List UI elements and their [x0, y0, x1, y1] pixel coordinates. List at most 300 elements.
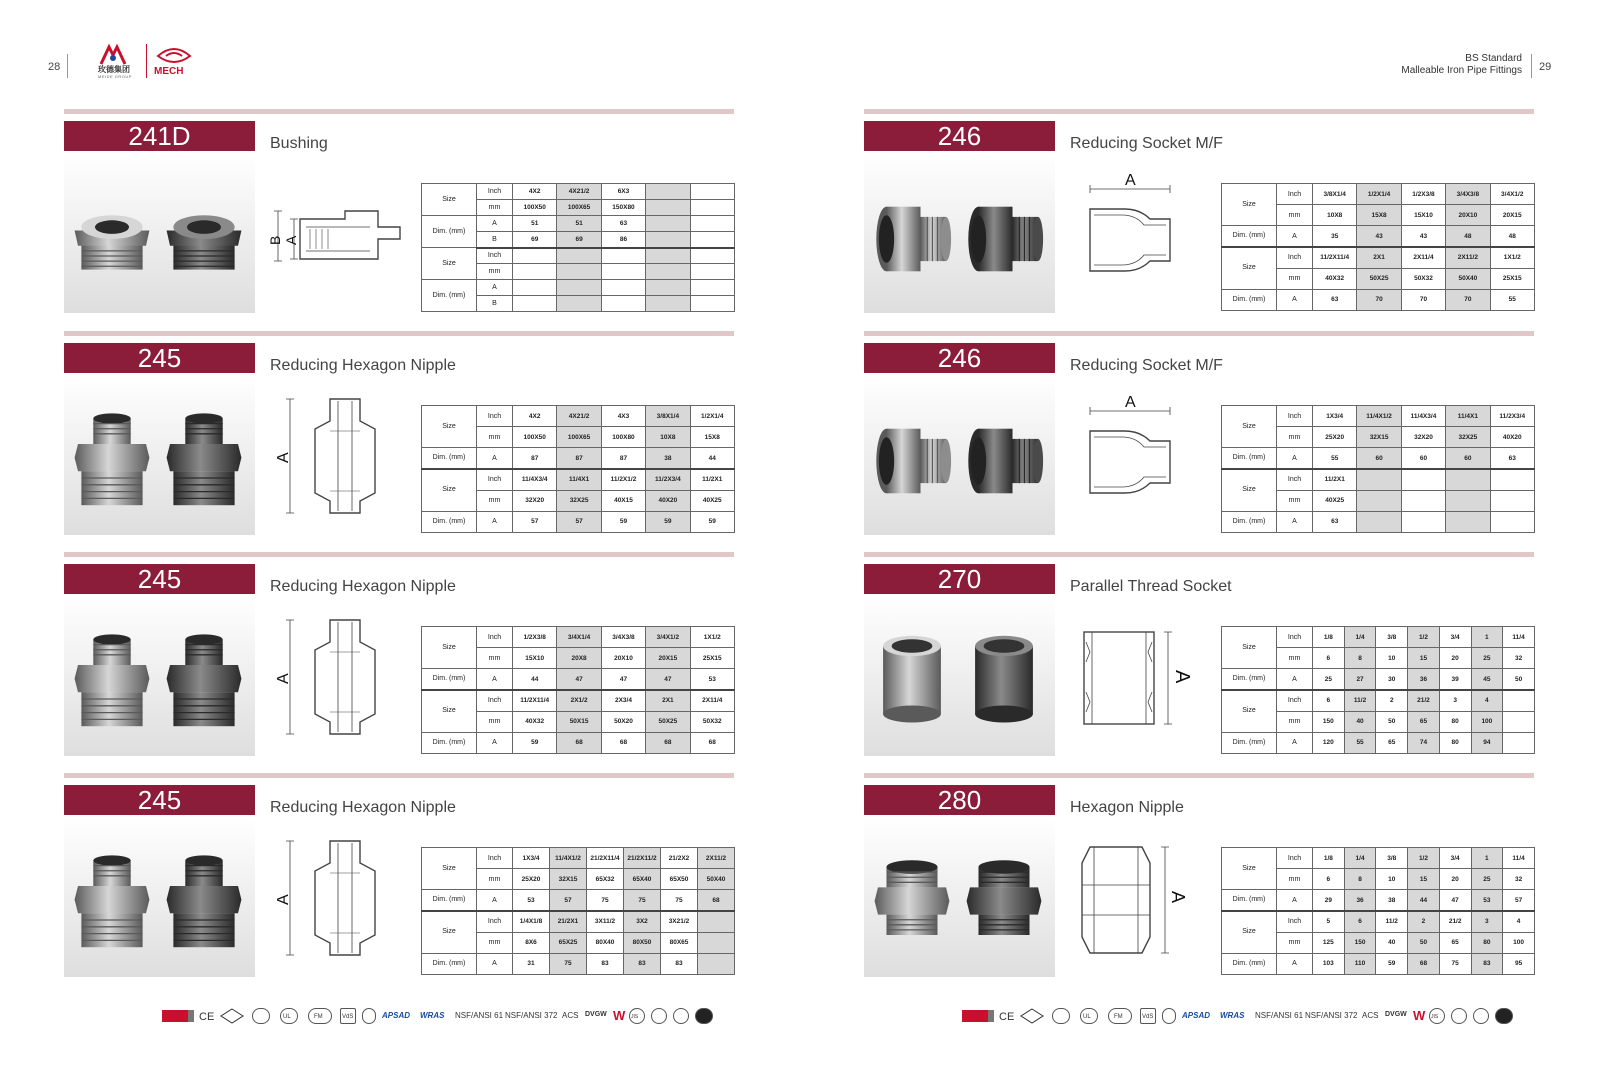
dim-label: Dim. (mm) — [1222, 890, 1277, 911]
table-cell: 11/4X3/4 — [1401, 406, 1445, 427]
size-label: Size — [422, 469, 477, 511]
table-cell: 83 — [624, 953, 661, 974]
product-photo — [864, 596, 1055, 756]
dim-name: A — [1277, 732, 1313, 753]
table-row — [1222, 511, 1535, 532]
table-cell — [1490, 469, 1534, 490]
table-row — [1222, 247, 1535, 268]
table-cell: 11/2X1/2 — [601, 469, 645, 490]
diamond-cert-icon — [220, 1008, 244, 1024]
table-cell: 68 — [1408, 953, 1440, 974]
jis-mark: JIS — [631, 1014, 639, 1020]
size-label: Size — [1222, 911, 1277, 953]
product-title: Parallel Thread Socket — [1070, 578, 1232, 595]
table-cell: 51 — [513, 216, 557, 232]
table-cell: 75 — [587, 890, 624, 911]
table-row — [422, 448, 735, 469]
table-cell — [646, 200, 690, 216]
product-section — [64, 773, 734, 993]
table-cell: 65 — [1376, 732, 1408, 753]
dim-name: A — [477, 890, 513, 911]
spec-table — [1221, 183, 1535, 311]
dim-name: A — [1277, 511, 1313, 532]
unit-label: mm — [477, 932, 513, 953]
table-cell: 11/4X1/2 — [550, 848, 587, 869]
section-divider — [864, 773, 1534, 778]
table-cell — [601, 280, 645, 296]
product-photo — [864, 153, 1055, 313]
dim-label: Dim. (mm) — [1222, 289, 1277, 310]
table-cell: 3/4 — [1439, 848, 1471, 869]
table-cell — [1357, 490, 1401, 511]
table-cell: 100X65 — [557, 200, 601, 216]
unit-label: mm — [1277, 932, 1313, 953]
dim-label-a: A — [283, 235, 299, 245]
table-cell: 150 — [1313, 711, 1345, 732]
catalog-series: BS Standard — [1465, 53, 1522, 64]
diamond-cert-icon — [1020, 1008, 1044, 1024]
table-cell — [690, 248, 734, 264]
table-row — [422, 280, 735, 296]
dim-label-a: A — [275, 452, 292, 463]
table-cell — [1503, 711, 1535, 732]
table-cell: 3X2 — [624, 911, 661, 932]
table-cell: 65X50 — [661, 869, 698, 890]
table-cell: 21/2X1 — [550, 911, 587, 932]
dim-label-b: B — [267, 235, 283, 245]
unit-label: Inch — [477, 469, 513, 490]
spec-table — [421, 847, 735, 975]
table-cell: 50X40 — [698, 869, 735, 890]
unit-label: mm — [1277, 490, 1313, 511]
table-cell: 75 — [661, 890, 698, 911]
spec-table — [421, 183, 735, 312]
table-cell: 50X25 — [1357, 268, 1401, 289]
table-cell: 1/8 — [1313, 627, 1345, 648]
table-cell: 48 — [1490, 226, 1534, 247]
unit-label: mm — [477, 427, 513, 448]
table-cell — [513, 280, 557, 296]
size-label: Size — [422, 690, 477, 732]
table-cell — [513, 296, 557, 312]
catalog-category: Malleable Iron Pipe Fittings — [1401, 65, 1522, 76]
table-cell: 3/8 — [1376, 627, 1408, 648]
dvgw-mark: DVGW — [1385, 1011, 1407, 1018]
size-label: Size — [1222, 848, 1277, 890]
table-cell: 47 — [601, 669, 645, 690]
product-photo — [864, 375, 1055, 535]
table-cell: 100X80 — [601, 427, 645, 448]
table-cell: 25X15 — [690, 648, 734, 669]
table-row — [422, 406, 735, 427]
right-page-number: 29 — [1539, 61, 1552, 73]
table-cell: 2X11/4 — [1401, 247, 1445, 268]
table-cell: 11/2X3/4 — [646, 469, 690, 490]
table-cell: 20 — [1439, 648, 1471, 669]
table-cell: 21/2X11/4 — [587, 848, 624, 869]
table-row — [1222, 911, 1535, 932]
dim-label-a: A — [1168, 891, 1188, 904]
table-cell: 3/8X1/4 — [1313, 184, 1357, 205]
product-photo — [64, 375, 255, 535]
table-cell: 65X25 — [550, 932, 587, 953]
table-cell: 25 — [1471, 869, 1503, 890]
table-cell — [1446, 511, 1490, 532]
dim-name: A — [477, 216, 513, 232]
table-cell: 20X15 — [1490, 205, 1534, 226]
ul-mark: UL — [283, 1014, 291, 1020]
table-cell: 65 — [1439, 932, 1471, 953]
table-cell: 47 — [646, 669, 690, 690]
table-cell: 53 — [513, 890, 550, 911]
table-cell: 21/2 — [1408, 690, 1440, 711]
table-cell — [1490, 490, 1534, 511]
globe-cert-icon — [1473, 1008, 1489, 1024]
table-cell: 1/8 — [1313, 848, 1345, 869]
table-cell: 60 — [1357, 448, 1401, 469]
table-cell: 125 — [1313, 932, 1345, 953]
table-cell: 50X20 — [601, 711, 645, 732]
dim-label-a: A — [1125, 394, 1136, 411]
table-cell: 75 — [624, 890, 661, 911]
acs-mark: ACS — [562, 1011, 579, 1020]
table-cell: 11/4 — [1503, 848, 1535, 869]
table-cell: 21/2 — [1439, 911, 1471, 932]
table-cell — [1357, 511, 1401, 532]
table-cell: 6 — [1313, 690, 1345, 711]
table-cell: 65 — [1408, 711, 1440, 732]
table-cell: 2 — [1408, 911, 1440, 932]
table-cell: 25X20 — [513, 869, 550, 890]
table-cell: 95 — [1503, 953, 1535, 974]
table-cell: 68 — [646, 732, 690, 753]
table-cell: 3/4X1/4 — [557, 627, 601, 648]
size-label: Size — [422, 406, 477, 448]
unit-label: mm — [1277, 268, 1313, 289]
dim-label: Dim. (mm) — [422, 953, 477, 974]
table-cell: 1X3/4 — [1313, 406, 1357, 427]
technical-drawing — [270, 833, 410, 968]
dim-name: A — [477, 669, 513, 690]
table-cell: 3/4X3/8 — [601, 627, 645, 648]
table-cell — [601, 264, 645, 280]
table-cell: 4X3 — [601, 406, 645, 427]
technical-drawing — [270, 391, 410, 526]
table-cell: 27 — [1344, 669, 1376, 690]
table-cell: 87 — [557, 448, 601, 469]
table-cell: 63 — [1313, 511, 1357, 532]
table-cell — [557, 280, 601, 296]
table-cell: 1/4 — [1344, 848, 1376, 869]
table-cell: 70 — [1357, 289, 1401, 310]
dim-label: Dim. (mm) — [422, 280, 477, 312]
globe-cert-icon — [673, 1008, 689, 1024]
size-label: Size — [422, 248, 477, 280]
table-cell — [557, 248, 601, 264]
table-cell: 50 — [1376, 711, 1408, 732]
table-cell — [557, 296, 601, 312]
table-cell: 32X20 — [513, 490, 557, 511]
size-label: Size — [1222, 406, 1277, 448]
table-cell: 10X8 — [646, 427, 690, 448]
table-cell: 38 — [646, 448, 690, 469]
unit-label: mm — [477, 711, 513, 732]
table-cell: 75 — [550, 953, 587, 974]
apsad-mark: APSAD — [1182, 1011, 1211, 1020]
certification-footer-left — [162, 1004, 722, 1028]
table-cell: 32X25 — [557, 490, 601, 511]
table-cell: 55 — [1344, 732, 1376, 753]
table-cell: 80X40 — [587, 932, 624, 953]
table-cell: 11/2X11/4 — [1313, 247, 1357, 268]
product-title: Reducing Hexagon Nipple — [270, 799, 456, 816]
table-cell: 44 — [513, 669, 557, 690]
table-cell: 100 — [1503, 932, 1535, 953]
size-label: Size — [1222, 469, 1277, 511]
product-title: Reducing Socket M/F — [1070, 135, 1223, 152]
product-title: Reducing Socket M/F — [1070, 357, 1223, 374]
table-cell — [513, 264, 557, 280]
table-cell: 8X6 — [513, 932, 550, 953]
pct-cert-icon — [1495, 1008, 1513, 1024]
table-cell: 6X3 — [601, 184, 645, 200]
table-cell: 1X3/4 — [513, 848, 550, 869]
dim-label: Dim. (mm) — [1222, 953, 1277, 974]
dim-label: Dim. (mm) — [422, 732, 477, 753]
table-cell — [646, 264, 690, 280]
table-row — [1222, 406, 1535, 427]
table-cell — [1503, 690, 1535, 711]
product-photo — [64, 153, 255, 313]
dim-label-a: A — [1171, 670, 1193, 684]
table-row — [1222, 627, 1535, 648]
table-cell — [1490, 511, 1534, 532]
section-divider — [64, 773, 734, 778]
dim-label: Dim. (mm) — [1222, 511, 1277, 532]
dim-name: B — [477, 232, 513, 248]
table-cell: 32X25 — [1446, 427, 1490, 448]
spec-table — [1221, 626, 1535, 754]
table-cell: 48 — [1446, 226, 1490, 247]
table-cell: 6 — [1313, 869, 1345, 890]
product-title: Hexagon Nipple — [1070, 799, 1184, 816]
table-cell: 40X15 — [601, 490, 645, 511]
table-cell: 11/4X3/4 — [513, 469, 557, 490]
table-cell: 1 — [1471, 627, 1503, 648]
table-cell: 35 — [1313, 226, 1357, 247]
table-cell — [1401, 511, 1445, 532]
table-cell: 4X21/2 — [557, 184, 601, 200]
table-cell: 1/4X1/8 — [513, 911, 550, 932]
unit-label: mm — [477, 648, 513, 669]
table-row — [422, 248, 735, 264]
nsf61-mark: NSF/ANSI 61 — [455, 1011, 504, 1020]
table-cell: 44 — [690, 448, 734, 469]
table-cell: 3/4X3/8 — [1446, 184, 1490, 205]
table-cell: 32 — [1503, 648, 1535, 669]
table-cell: 57 — [1503, 890, 1535, 911]
size-label: Size — [1222, 690, 1277, 732]
size-label: Size — [422, 627, 477, 669]
vds-mark: VdS — [1142, 1014, 1154, 1020]
section-divider — [64, 109, 734, 114]
table-cell: 6 — [1313, 648, 1345, 669]
table-cell — [690, 232, 734, 248]
table-cell: 4X2 — [513, 406, 557, 427]
table-cell: 87 — [513, 448, 557, 469]
table-cell: 15X10 — [1401, 205, 1445, 226]
table-cell: 68 — [690, 732, 734, 753]
dvgw-mark: DVGW — [585, 1011, 607, 1018]
table-cell: 10 — [1376, 869, 1408, 890]
size-label: Size — [1222, 247, 1277, 289]
table-cell — [601, 248, 645, 264]
table-cell: 39 — [1439, 669, 1471, 690]
table-cell: 43 — [1401, 226, 1445, 247]
size-label: Size — [422, 184, 477, 216]
table-cell — [698, 932, 735, 953]
left-page-number: 28 — [48, 61, 61, 73]
table-cell: 70 — [1446, 289, 1490, 310]
table-cell: 10 — [1376, 648, 1408, 669]
table-cell: 59 — [690, 511, 734, 532]
unit-label: Inch — [477, 627, 513, 648]
table-cell: 4X21/2 — [557, 406, 601, 427]
spec-table — [1221, 405, 1535, 533]
table-cell: 150 — [1344, 932, 1376, 953]
logo-chinese-text: 玫德集团 — [98, 65, 130, 74]
product-code: 245 — [64, 785, 255, 815]
table-cell: 47 — [557, 669, 601, 690]
table-cell: 2X11/2 — [1446, 247, 1490, 268]
table-cell: 50 — [1408, 932, 1440, 953]
product-section — [864, 331, 1534, 551]
table-cell — [698, 953, 735, 974]
table-cell: 3/4 — [1439, 627, 1471, 648]
technical-drawing — [1070, 391, 1210, 526]
table-cell: 11/2X3/4 — [1490, 406, 1534, 427]
pct-cert-icon — [695, 1008, 713, 1024]
unit-label: mm — [1277, 711, 1313, 732]
unit-label: Inch — [477, 911, 513, 932]
table-row — [422, 627, 735, 648]
table-cell — [690, 296, 734, 312]
table-cell: 40 — [1376, 932, 1408, 953]
table-cell: 25 — [1471, 648, 1503, 669]
table-cell — [646, 280, 690, 296]
product-title: Reducing Hexagon Nipple — [270, 357, 456, 374]
table-cell: 57 — [513, 511, 557, 532]
dim-label-a: A — [275, 894, 292, 905]
technical-drawing — [1070, 169, 1210, 304]
kc-cert-icon — [651, 1008, 667, 1024]
unit-label: Inch — [1277, 247, 1313, 268]
dim-name: A — [1277, 669, 1313, 690]
table-cell: 36 — [1408, 669, 1440, 690]
product-title: Reducing Hexagon Nipple — [270, 578, 456, 595]
table-cell: 57 — [557, 511, 601, 532]
wras-mark: WRAS — [420, 1011, 445, 1020]
table-row — [1222, 953, 1535, 974]
product-code: 245 — [64, 343, 255, 373]
dim-label: Dim. (mm) — [1222, 669, 1277, 690]
table-row — [422, 848, 735, 869]
table-cell: 11/2 — [1376, 911, 1408, 932]
table-cell — [557, 264, 601, 280]
table-cell: 69 — [557, 232, 601, 248]
table-cell: 43 — [1357, 226, 1401, 247]
product-section — [64, 552, 734, 772]
table-row — [422, 216, 735, 232]
unit-label: Inch — [477, 184, 513, 200]
w-mark: W — [1413, 1008, 1426, 1023]
product-title: Bushing — [270, 135, 328, 152]
table-cell: 1X1/2 — [690, 627, 734, 648]
dim-name: A — [477, 732, 513, 753]
table-cell: 11/2X1 — [690, 469, 734, 490]
dim-name: A — [1277, 953, 1313, 974]
table-cell — [513, 248, 557, 264]
unit-label: mm — [477, 264, 513, 280]
table-cell: 32X15 — [1357, 427, 1401, 448]
product-section — [64, 109, 734, 329]
round-cert-icon — [1052, 1008, 1070, 1024]
table-cell: 3X11/2 — [587, 911, 624, 932]
size-label: Size — [1222, 627, 1277, 669]
unit-label: mm — [477, 490, 513, 511]
table-cell: 3 — [1439, 690, 1471, 711]
table-cell: 15 — [1408, 648, 1440, 669]
table-cell: 65X32 — [587, 869, 624, 890]
dim-label: Dim. (mm) — [422, 216, 477, 248]
dim-label: Dim. (mm) — [1222, 226, 1277, 247]
table-cell: 100X50 — [513, 200, 557, 216]
table-cell: 11/2X1 — [1313, 469, 1357, 490]
table-cell: 2X11/4 — [690, 690, 734, 711]
table-cell: 3/4X1/2 — [646, 627, 690, 648]
table-row — [1222, 669, 1535, 690]
table-cell: 103 — [1313, 953, 1345, 974]
flag-icon — [162, 1010, 194, 1022]
table-row — [1222, 289, 1535, 310]
unit-label: Inch — [1277, 690, 1313, 711]
table-cell: 87 — [601, 448, 645, 469]
table-cell: 59 — [601, 511, 645, 532]
table-cell: 25X20 — [1313, 427, 1357, 448]
table-cell: 6 — [1344, 911, 1376, 932]
nsf372-mark: NSF/ANSI 372 — [505, 1011, 558, 1020]
technical-drawing — [1070, 612, 1210, 747]
table-cell: 68 — [601, 732, 645, 753]
dim-name: A — [477, 448, 513, 469]
table-cell: 4 — [1471, 690, 1503, 711]
nsf372-mark: NSF/ANSI 372 — [1305, 1011, 1358, 1020]
table-cell: 2X1 — [1357, 247, 1401, 268]
unit-label: Inch — [1277, 627, 1313, 648]
dim-name: A — [1277, 226, 1313, 247]
table-row — [1222, 732, 1535, 753]
table-row — [422, 953, 735, 974]
dim-label-a: A — [275, 673, 292, 684]
table-cell — [646, 296, 690, 312]
table-cell: 40 — [1344, 711, 1376, 732]
dim-label: Dim. (mm) — [422, 448, 477, 469]
table-cell: 75 — [1439, 953, 1471, 974]
table-cell: 40X25 — [1313, 490, 1357, 511]
table-cell: 50X32 — [690, 711, 734, 732]
table-cell: 50X40 — [1446, 268, 1490, 289]
table-cell: 50X32 — [1401, 268, 1445, 289]
